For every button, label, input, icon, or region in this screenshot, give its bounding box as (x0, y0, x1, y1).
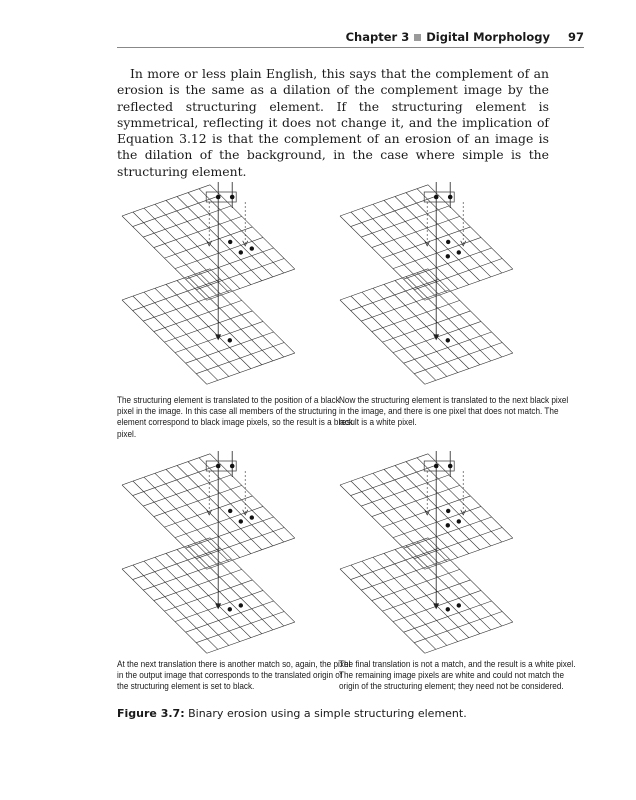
panel-caption-4: The final translation is not a match, and the result is a white pixel. The remaining image pixels are white and could not match the origin of the structuring element; they need not be considered. (339, 659, 576, 692)
output-image-pixel (228, 338, 232, 342)
structuring-pixel (216, 464, 221, 469)
grid-line (196, 259, 284, 290)
grid-line (207, 622, 295, 653)
arrow-head (433, 334, 439, 340)
chapter-label: Chapter 3 (345, 30, 410, 44)
grid-line (122, 454, 210, 485)
grid-line (186, 332, 274, 363)
grid-line (404, 248, 492, 279)
output-image-grid (122, 538, 295, 653)
erosion-diagram-1 (117, 178, 362, 396)
grid-line (186, 517, 274, 548)
grid-line (425, 622, 513, 653)
input-image-pixel (446, 254, 450, 258)
structuring-pixel (216, 195, 221, 200)
separator-square-icon (414, 34, 421, 41)
structuring-pixel (434, 195, 439, 200)
erosion-diagram-3 (117, 447, 362, 665)
grid-line (414, 528, 502, 559)
grid-line (404, 332, 492, 363)
grid-line (340, 454, 428, 485)
header-rule (117, 47, 584, 48)
figure-caption (117, 707, 587, 720)
output-image-grid (340, 269, 513, 384)
output-image-pixel (446, 338, 450, 342)
grid-line (414, 259, 502, 290)
panel-caption-2: Now the structuring element is translated to the next black pixel in the image, and there is one pixel that does not match. The result is a white pixel. (339, 395, 569, 428)
grid-line (393, 506, 481, 537)
input-image-pixel (446, 240, 450, 244)
structuring-pixel (230, 195, 235, 200)
grid-line (207, 353, 295, 384)
grid-line (425, 538, 513, 569)
grid-line (425, 269, 513, 300)
grid-line (196, 343, 284, 374)
input-image-pixel (457, 250, 461, 254)
output-image-grid (122, 269, 295, 384)
figure-panel-2 (335, 178, 580, 396)
grid-line (122, 269, 210, 300)
grid-line (196, 528, 284, 559)
input-image-pixel (250, 246, 254, 250)
figure-panel-3 (117, 447, 362, 665)
figure-panel-4 (335, 447, 580, 665)
grid-line (340, 269, 428, 300)
figure-panel-1 (117, 178, 362, 396)
grid-line (404, 601, 492, 632)
output-image-grid (340, 538, 513, 653)
grid-line (122, 185, 210, 216)
arrow-head (215, 334, 221, 340)
figure-caption-text: Binary erosion using a simple structuring element. (188, 707, 467, 720)
input-image-pixel (228, 240, 232, 244)
input-image-pixel (228, 509, 232, 513)
running-head (104, 30, 584, 44)
input-image-pixel (446, 509, 450, 513)
grid-line (414, 612, 502, 643)
input-image-pixel (239, 250, 243, 254)
input-image-pixel (239, 519, 243, 523)
grid-line (207, 269, 295, 300)
grid-line (425, 353, 513, 384)
input-image-pixel (250, 515, 254, 519)
output-image-pixel (446, 607, 450, 611)
output-image-pixel (228, 607, 232, 611)
structuring-pixel (448, 464, 453, 469)
output-image-pixel (457, 603, 461, 607)
input-image-pixel (446, 523, 450, 527)
arrow-head (215, 603, 221, 609)
structuring-pixel (230, 464, 235, 469)
page-number: 97 (567, 30, 584, 44)
figure-label: Figure 3.7: (117, 707, 185, 720)
grid-line (340, 185, 428, 216)
grid-line (175, 506, 263, 537)
input-image-pixel (457, 519, 461, 523)
grid-line (393, 237, 481, 268)
grid-line (207, 538, 295, 569)
arrow-head (433, 603, 439, 609)
grid-line (196, 612, 284, 643)
grid-line (414, 343, 502, 374)
panel-caption-3: At the next translation there is another match so, again, the pixel in the output image that corresponds to the translated origin of the structuring element is set to black. (117, 659, 351, 692)
structuring-pixel (448, 195, 453, 200)
grid-line (186, 601, 274, 632)
chapter-title: Digital Morphology (426, 30, 550, 44)
erosion-diagram-4 (335, 447, 580, 665)
grid-line (175, 237, 263, 268)
output-image-pixel (239, 603, 243, 607)
panel-caption-1: The structuring element is translated to the position of a black pixel in the image. In this case all members of the structuring element correspond to black image pixels, so the result is a black pixel. (117, 395, 354, 439)
grid-line (404, 517, 492, 548)
grid-line (186, 248, 274, 279)
body-paragraph: In more or less plain English, this says that the complement of an erosion is the same as a dilation of the complement image by the reflected structuring element. If the structuring element is symmetrical, reflecting it does not change it, and the implication of Equation 3.12 is that the complement of an erosion of an image is the dilation of the background, in the case where simple is the structuring element. (117, 66, 549, 179)
erosion-diagram-2 (335, 178, 580, 396)
structuring-pixel (434, 464, 439, 469)
